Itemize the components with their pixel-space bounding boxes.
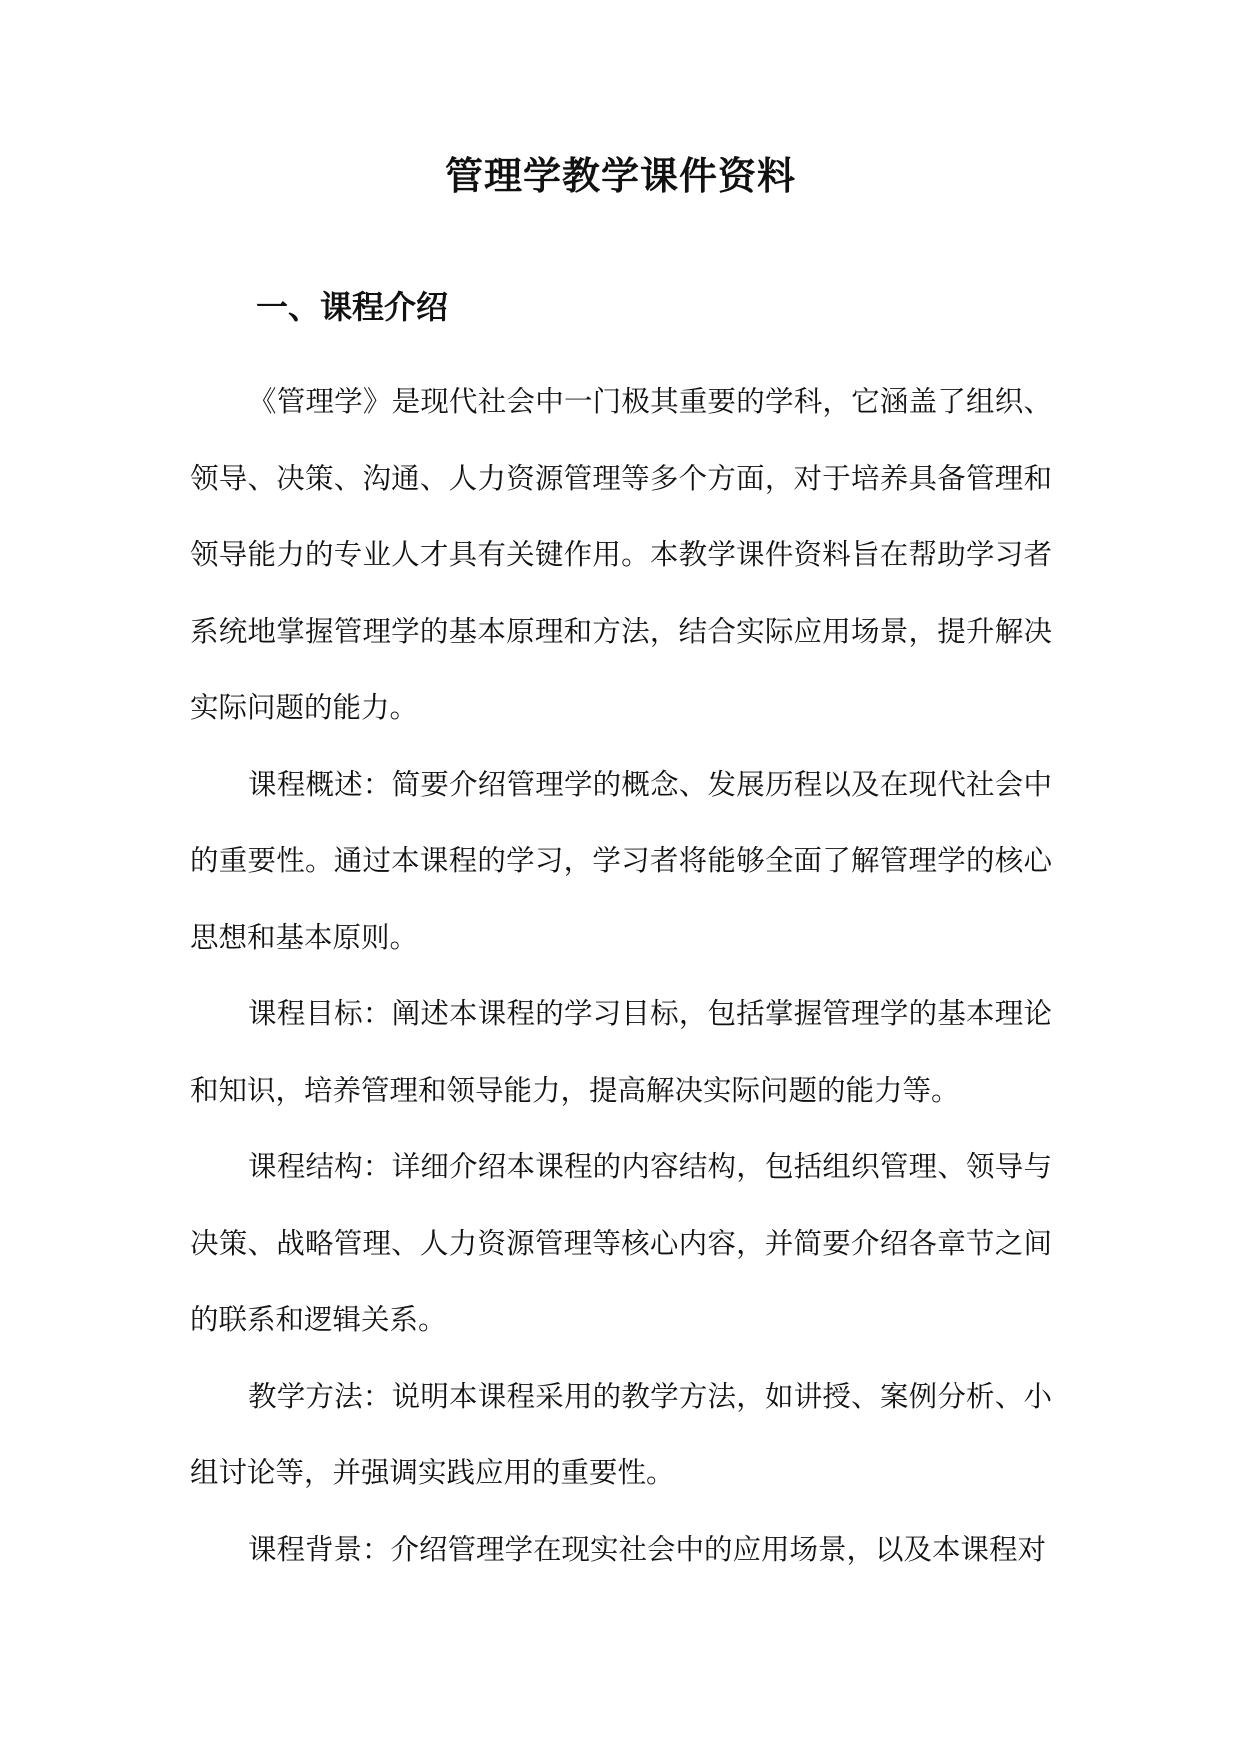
- document-title: 管理学教学课件资料: [444, 154, 796, 198]
- document-body: [190, 364, 1052, 1588]
- paragraph-intro: 《管理学》是现代社会中一门极其重要的学科，它涵盖了组织、领导、决策、沟通、人力资源管理等多个方面，对于培养具备管理和领导能力的专业人才具有关键作用。本教学课件资料旨在帮助学习者系统地掌握管理学的基本原理和方法，结合实际应用场景，提升解决实际问题的能力。: [190, 385, 1052, 724]
- paragraph-course-goals: 课程目标：阐述本课程的学习目标，包括掌握管理学的基本理论和知识，培养管理和领导能力，提高解决实际问题的能力等。: [190, 997, 1052, 1107]
- paragraph-teaching-methods: 教学方法：说明本课程采用的教学方法，如讲授、案例分析、小组讨论等，并强调实践应用的重要性。: [190, 1379, 1052, 1489]
- paragraph-course-structure: 课程结构：详细介绍本课程的内容结构，包括组织管理、领导与决策、战略管理、人力资源管理等核心内容，并简要介绍各章节之间的联系和逻辑关系。: [190, 1150, 1052, 1336]
- paragraph-course-background: 课程背景：介绍管理学在现实社会中的应用场景，以及本课程对: [248, 1532, 1047, 1566]
- paragraph-course-overview: 课程概述：简要介绍管理学的概念、发展历程以及在现代社会中的重要性。通过本课程的学习，学习者将能够全面了解管理学的核心思想和基本原则。: [190, 767, 1052, 954]
- section-heading: 一、课程介绍: [256, 288, 449, 326]
